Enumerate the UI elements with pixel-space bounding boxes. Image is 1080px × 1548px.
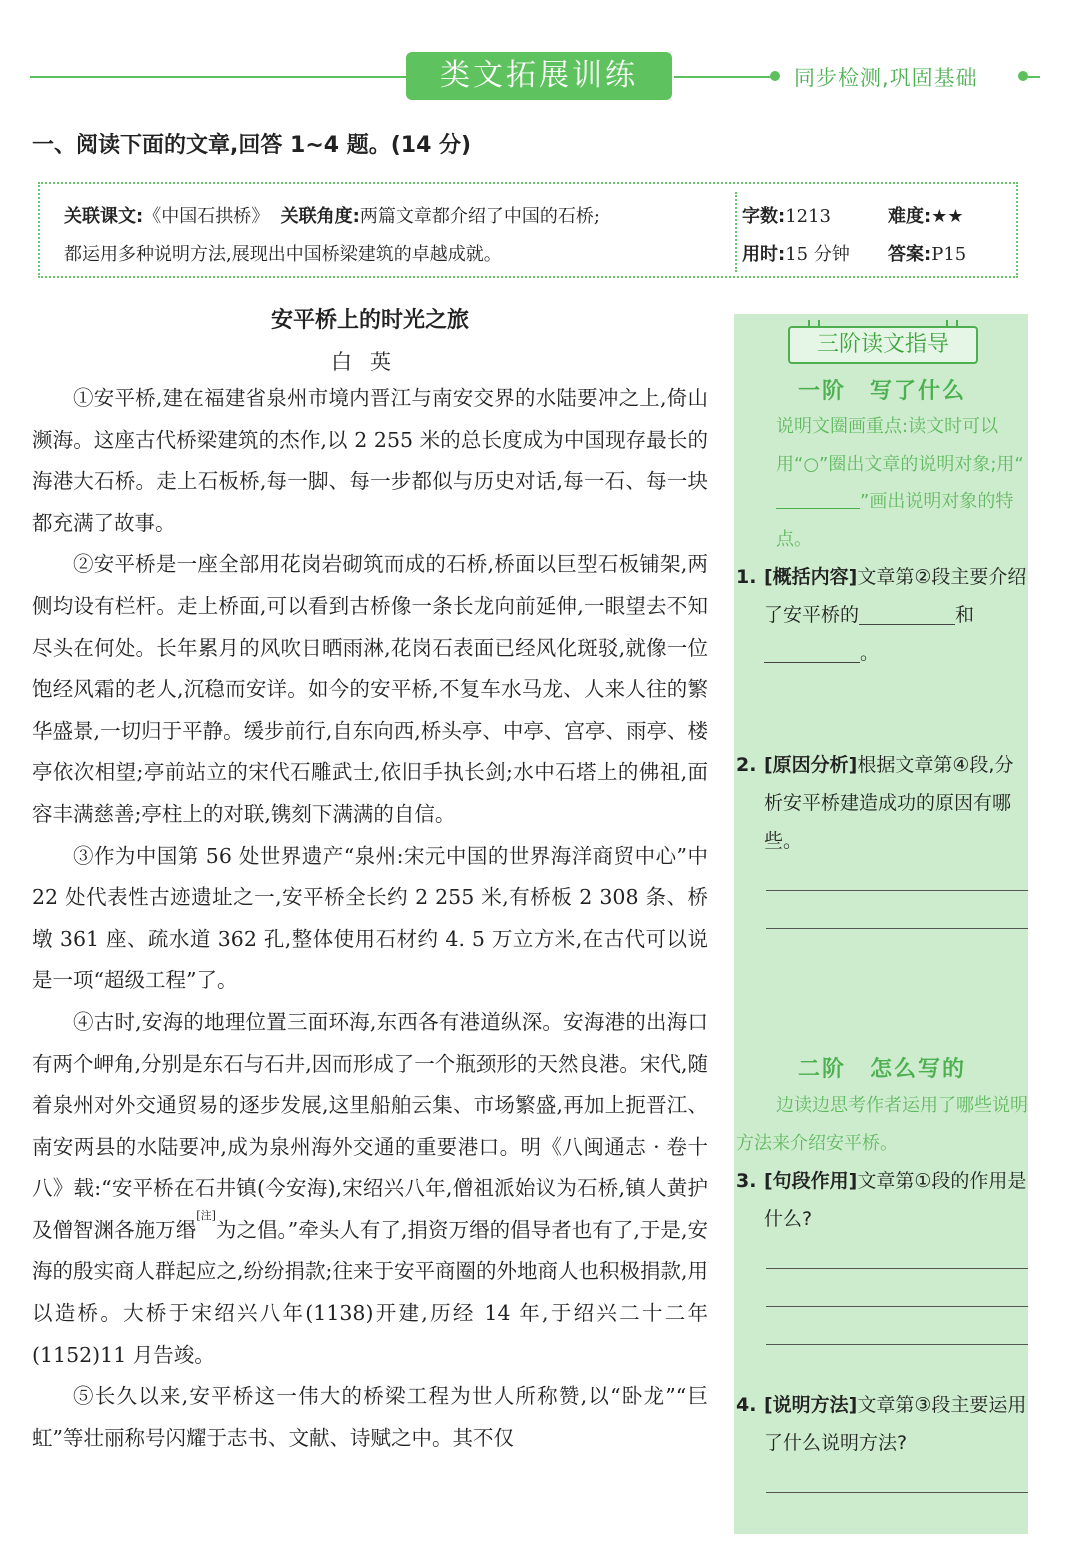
header-rule-right [674,76,774,78]
paragraph-5: ⑤长久以来,安平桥这一伟大的桥梁工程为世人所称赞,以“卧龙”“巨虹”等壮丽称号闪耀于志书、文献、诗赋之中。其不仅 [32,1384,708,1450]
footnote-marker: [注] [196,1208,216,1222]
time-value: 15 分钟 [785,244,850,265]
guide-one-text: 说明文圈画重点:读文时可以用“○”圈出文章的说明对象;用“ [776,416,1024,475]
answer-blank[interactable] [764,640,860,663]
answer-value: P15 [931,244,967,265]
paragraph-2: ②安平桥是一座全部用花岗岩砌筑而成的石桥,桥面以巨型石板铺架,两侧均设有栏杆。走上桥面,可以看到古桥像一条长龙向前延伸,一眼望去不知尽头在何处。长年累月的风吹日晒雨淋,花岗石表面已经风化斑驳,就像一位饱经风霜的老人,沉稳而安详。如今的安平桥,不复车水马龙、人来人往的繁华盛景,一切归于平静。缓步前行,自东向西,桥头亭、中亭、宫亭、雨亭、楼亭依次相望;亭前站立的宋代石雕武士,依旧手执长剑;水中石塔上的佛祖,面容丰满慈善;亭柱上的对联,镌刻下满满的自信。 [32,552,708,826]
word-count-label: 字数: [742,206,786,227]
paragraph-4 [32,1002,708,1376]
question-text: 和 [955,604,975,626]
answer-page [888,240,966,266]
paragraph-4-part-a: ④古时,安海的地理位置三面环海,东西各有港道纵深。安海港的出海口有两个岬角,分别是东石与石井,因而形成了一个瓶颈形的天然良港。宋代,随着泉州对外交通贸易的逐步发展,这里船舶云集、市场繁盛,再加上扼晋江、南安两县的水陆要冲,成为泉州海外交通的重要港口。明《八闽通志 · 卷十八》载:“安平桥在石井镇(今安海),宋绍兴八年,僧祖派始议为石桥,镇人黄护及僧智渊各施万缗 [32,1009,708,1242]
header-subtitle: 同步检测,巩固基础 [794,66,978,90]
paragraph-1: ①安平桥,建在福建省泉州市境内晋江与南安交界的水陆要冲之上,倚山濒海。这座古代桥梁建筑的杰作,以 2 255 米的总长度成为中国现存最长的海港大石桥。走上石板桥,每一脚、每一步都似与历史对话,每一石、每一块都充满了故事。 [32,386,708,535]
answer-line[interactable] [766,928,1028,929]
stage-two-heading: 二阶 怎么写的 [798,1057,967,1082]
info-box [38,182,1018,278]
question-text: 文章第③段主要运用了什么说明方法? [764,1394,1027,1454]
guide-one-text-end: ”画出说明对象的特点。 [776,491,1014,550]
angle-label: 关联角度: [280,206,360,227]
question-number: 2. [736,754,757,776]
article-body [32,378,708,1459]
guide-two-text: 边读边思考作者运用了哪些说明方法来介绍安平桥。 [736,1095,1028,1154]
question-3 [734,1162,1028,1238]
bullet-icon [770,71,780,81]
sidebar-tag: 三阶读文指导 [788,326,978,364]
section-banner: 类文拓展训练 [406,52,672,100]
underline-sample [776,488,860,509]
info-line-2: 都运用多种说明方法,展现出中国桥梁建筑的卓越成就。 [64,244,502,265]
related-text-label: 关联课文: [64,206,144,227]
answer-label: 答案: [888,244,932,265]
reading-guide-sidebar [734,314,1028,1534]
angle-text: 两篇文章都介绍了中国的石桥; [359,206,600,227]
question-1 [734,558,1028,672]
question-4 [734,1386,1028,1462]
paragraph-4-part-b: 为之倡。”牵头人有了,捐资万缗的倡导者也有了,于是,安海的殷实商人群起应之,纷纷捐款;往来于安平商圈的外地商人也积极捐款,用以造桥。大桥于宋绍兴八年(1138)开建,历经 14 年,于绍兴二十二年(1152)11 月告竣。 [32,1217,709,1367]
question-tag: [原因分析] [764,754,858,776]
paragraph-3: ③作为中国第 56 处世界遗产“泉州:宋元中国的世界海洋商贸中心”中 22 处代表性古迹遗址之一,安平桥全长约 2 255 米,有桥板 2 308 条、桥墩 361 座、疏水道 362 孔,整体使用石材约 4. 5 万立方米,在古代可以说是一项“超级工程”了。 [32,843,708,993]
question-text: 。 [860,642,880,664]
question-text: 根据文章第④段,分析安平桥建造成功的原因有哪些。 [764,754,1014,852]
question-2 [734,746,1028,860]
difficulty-label: 难度: [888,206,932,227]
article-author: 白英 [331,350,409,374]
answer-line[interactable] [766,1492,1028,1493]
answer-line[interactable] [766,1268,1028,1269]
info-divider [735,192,737,272]
question-tag: [概括内容] [764,566,858,588]
difficulty [888,202,963,228]
related-text: 《中国石拱桥》 [143,206,270,227]
question-number: 1. [736,566,757,588]
star-icon: ★★ [931,206,964,227]
question-number: 4. [736,1394,757,1416]
word-count [742,202,831,228]
answer-blank[interactable] [859,602,955,625]
answer-line[interactable] [766,1344,1028,1345]
stage-one-heading: 一阶 写了什么 [798,379,967,404]
info-line-1 [64,202,600,228]
question-title: 一、阅读下面的文章,回答 1~4 题。(14 分) [32,133,472,158]
question-text: 文章第①段的作用是什么? [764,1170,1027,1230]
word-count-value: 1213 [785,206,832,227]
question-text: 文章第②段主要介绍了安平桥的 [764,566,1027,626]
time-label: 用时: [742,244,786,265]
article-title: 安平桥上的时光之旅 [270,308,469,333]
header-rule-left [30,76,410,78]
header-rule-tail [1026,76,1040,78]
question-tag: [句段作用] [764,1170,858,1192]
answer-line[interactable] [766,1306,1028,1307]
time-limit [742,240,850,266]
question-tag: [说明方法] [764,1394,858,1416]
question-number: 3. [736,1170,757,1192]
answer-line[interactable] [766,890,1028,891]
stage-one-guide [736,408,1028,558]
stage-two-guide [736,1087,1028,1162]
